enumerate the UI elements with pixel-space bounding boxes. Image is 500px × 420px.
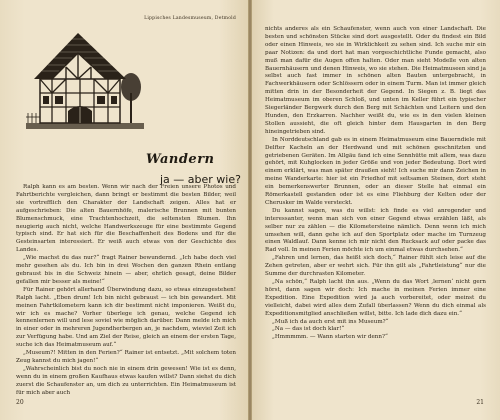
paragraph: nichts anderes als ein Schaufenster, wenn auch von einer Landschaft. Die besten und schönsten Stücke sind dort ausgestellt. Oder du findest ein Bild oder einen Hinweis, wo sie in Wirklichkeit zu sehen sind. Ich suche mir ein paar Notizen: da und dort hat man vorgeschichtliche Funde gemacht, also muß man dafür die Augen offen halten. Oder man sieht Modelle von alten Bauernhäusern und denen Hinweis, wo sie stehen. Die Heimatmuseen sind ja selbst auch fast immer in schönen alten Bauten untergebracht, in Fachwerkhäusern oder Schlössern oder in einem Turm. Man ist immer gleich mitten drin in der Besonderheit der Gegend. In Siegen z. B. liegt das Heimatmuseum im oberen Schloß, und unten im Keller führt ein typischer Siegerländer Bergwerk durch den Berg mit Schächten und Leitern und den Hunden, den Erzkarren. Nachher weißt du, wie es in den vielen kleinen Stollen aussieht, die oft gleich hinter dem Hausgarten in den Berg hineingetrieben sind.	[265, 26, 486, 135]
paragraph: „Fahren und lernen, das heißt sich doch,“ Rainer fühlt sich leise auf die Zehen getreten, aber er wehrt sich. Für ihn gilt als „Fahrtleistung“ nur die Summe der durchrasten Kilometer.	[265, 255, 486, 278]
illustration-caption: Lippisches Landesmuseum, Detmold	[144, 16, 236, 21]
page-number-left: 20	[16, 399, 24, 406]
left-page-body	[16, 184, 236, 397]
paragraph: „Museum?! Mitten in den Ferien?“ Rainer ist entsetzt. „Mit solchem toten Zeug kannst du mich jagen!“	[16, 350, 236, 364]
paragraph: „Hmmmmm. — Wann starten wir denn?“	[272, 334, 388, 341]
right-page	[249, 0, 500, 420]
section-heading	[146, 148, 242, 186]
paragraph: „Wie machst du das nur?“ fragt Rainer bewundernd. „Ich habe doch viel mehr gesehen als du. Ich bin in drei Wochen den ganzen Rhein entlang gebraust bis in die Schweiz hinein — aber, ehrlich gesagt, deine Bilder gefallen mir besser als meine!“	[16, 255, 236, 285]
book-gutter	[248, 0, 252, 420]
paragraph: „Na — das ist doch klar!“	[272, 326, 345, 333]
paragraph: Du kannst sagen, was du willst: ich finde es viel anregender und interessanter, wenn man sich von einer Gegend etwas erzählen läßt, als selber nur zu zählen — die Kilometersteine nämlich. Denn wenn ich mich umsehen will, dann gehe ich auf den Sportplatz oder mache im Turnzeug einen Waldlauf. Dann kenne ich mir nicht den Rucksack auf oder packe das Rad voll. In meinen Ferien möchte ich um einmal etwas durchsehen.“	[265, 207, 486, 254]
left-page	[0, 0, 249, 420]
half-timbered-house-illustration	[26, 27, 144, 137]
paragraph: Ralph kann es am besten. Wenn wir nach der Freien unsere Photos und Fahrtberichte vergleichen, dann bringt er bestimmt die besten Bilder, weil sie vortrefflich den Charakter der Landschaft zeigen. Alles hat er aufgeschrieben: Die alten Bauernhöfe, malerische Brunnen mit bunten Blumenschmuck, eine Trachtenhochzeit, die seltensten Blumen. Ihn neugierig auch nicht, welche Handwerkszeuge für eine bestimmte Gegend typisch sind. Er hat sich für die Beschaffenheit des Bodens und für die Gesteinsarten interessiert. Er weiß auch etwas von der Geschichte des Landes.	[16, 184, 236, 254]
heading-sub: ja — aber wie?	[160, 173, 241, 186]
heading-main: Wandern	[146, 152, 215, 167]
page-number-right: 21	[476, 399, 484, 406]
paragraph: „Na schön,“ Ralph lacht ihn aus. „Wenn du das Wort ‚lernen‘ nicht gern hörst, dann sagen wir doch: Ich mache in meinen Ferien immer eine Expedition. Eine Expedition wird ja auch vorbereitet, oder meinst du vielleicht, dabei wird alles dem Zufall überlassen? Wenn du dich einmal als Expeditionsmitglied anschließen willst, bitte. Ich lade dich dazu ein.“	[265, 279, 486, 317]
paragraph: Für Rainer gehört allerhand Überwindung dazu, so etwas einzugestehen! Ralph lacht. „Eben drum! Ich bin nicht gebraust — ich bin gewandert. Mit meinen Fahrtkilometern kann ich dir bestimmt nicht imponieren. Weißt du, wir ich es mache? Vorher überlege ich genau, welche Gegend ich kennenlernen will und lese soviel wie möglich darüber. Dann melde ich mich in einer oder in mehreren Jugendherbergen an, je nachdem, wieviel Zeit ich zur Verfügung habe. Und am Ziel der Reise, gleich an einem der ersten Tage, suche ich das Heimatmuseum auf.“	[16, 286, 236, 349]
paragraph: In Norddeutschland gab es in einem Heimatmuseum eine Bauerndiele mit Delfter Kacheln an der Herdwand und mit schönen geschnitzten und getriebenen Geräten. Im Allgäu fand ich eine Sennhütte mit allem, was dazu gehört, mit Kuhglocken in jeder Größe und von jeder Bedeutung. Dort wird einem erklärt, was man später draußen sieht! Ich suche mir dann Zeichen in meine Wanderkarte: hier ist ein Friedhof mit seltsamen Steinen, dort steht ein bemerkenswerter Brunnen, oder an dieser Stelle hat einmal ein Römerkastell gestanden oder ist es eine Fliehburg der Kelten oder der Cherusker im Walde versteckt.	[265, 136, 486, 206]
paragraph: „Muß ich da auch erst mit ins Museum?“	[272, 318, 389, 325]
paragraph: „Wahrscheinlich bist du noch nie in einem drin gewesen! Wie ist es denn, wenn du in einem großen Kaufhaus etwas kaufen willst? Dann siehst du dich zuerst die Schaufenster an, um dich zu unterrichten. Ein Heimatmuseum ist für mich aber auch	[16, 365, 236, 396]
